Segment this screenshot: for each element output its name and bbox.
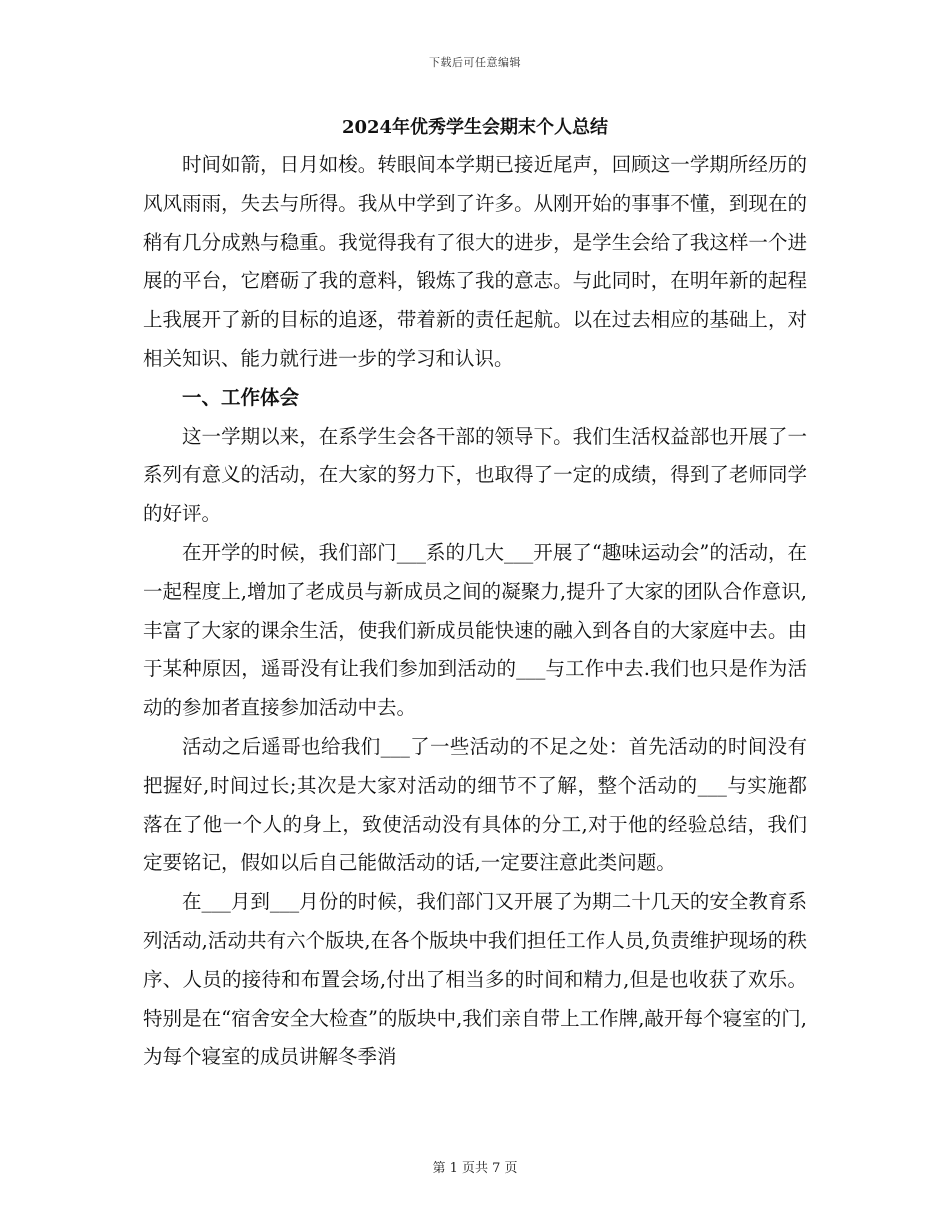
paragraph: 活动之后遥哥也给我们___了一些活动的不足之处：首先活动的时间没有把握好,时间过长;其次是大家对活动的细节不了解，整个活动的___与实施都落在了他一个人的身上，致使活动没有具体的分工,对于他的经验总结，我们定要铭记，假如以后自己能做活动的话,一定要注意此类问题。 xyxy=(143,734,807,875)
page-header-note: 下载后可任意编辑 xyxy=(429,56,521,69)
paragraph-intro: 时间如箭，日月如梭。转眼间本学期已接近尾声，回顾这一学期所经历的风风雨雨，失去与所得。我从中学到了许多。从刚开始的事事不懂，到现在的稍有几分成熟与稳重。我觉得我有了很大的进步，是学生会给了我这样一个进展的平台，它磨砺了我的意料，锻炼了我的意志。与此同时，在明年新的起程上我展开了新的目标的追逐，带着新的责任起航。以在过去相应的基础上，对相关知识、能力就行进一步的学习和认识。 xyxy=(143,153,807,370)
paragraph: 在开学的时候，我们部门___系的几大___开展了“趣味运动会”的活动，在一起程度上,增加了老成员与新成员之间的凝聚力,提升了大家的团队合作意识,丰富了大家的课余生活，使我们新成员能快速的融入到各自的大家庭中去。由于某种原因，遥哥没有让我们参加到活动的___与工作中去.我们也只是作为活动的参加者直接参加活动中去。 xyxy=(143,540,807,720)
page-number: 第 1 页共 7 页 xyxy=(432,1161,518,1176)
section-heading: 一、工作体会 xyxy=(182,385,300,409)
document-title: 2024年优秀学生会期末个人总结 xyxy=(341,117,609,138)
paragraph: 这一学期以来，在系学生会各干部的领导下。我们生活权益部也开展了一系列有意义的活动，在大家的努力下，也取得了一定的成绩，得到了老师同学的好评。 xyxy=(143,424,807,526)
paragraph: 在___月到___月份的时候，我们部门又开展了为期二十几天的安全教育系列活动,活动共有六个版块,在各个版块中我们担任工作人员,负责维护现场的秩序、人员的接待和布置会场,付出了相当多的时间和精力,但是也收获了欢乐。特别是在“宿舍安全大检查”的版块中,我们亲自带上工作牌,敲开每个寝室的门,为每个寝室的成员讲解冬季消 xyxy=(143,890,807,1069)
document-body xyxy=(143,146,807,1077)
